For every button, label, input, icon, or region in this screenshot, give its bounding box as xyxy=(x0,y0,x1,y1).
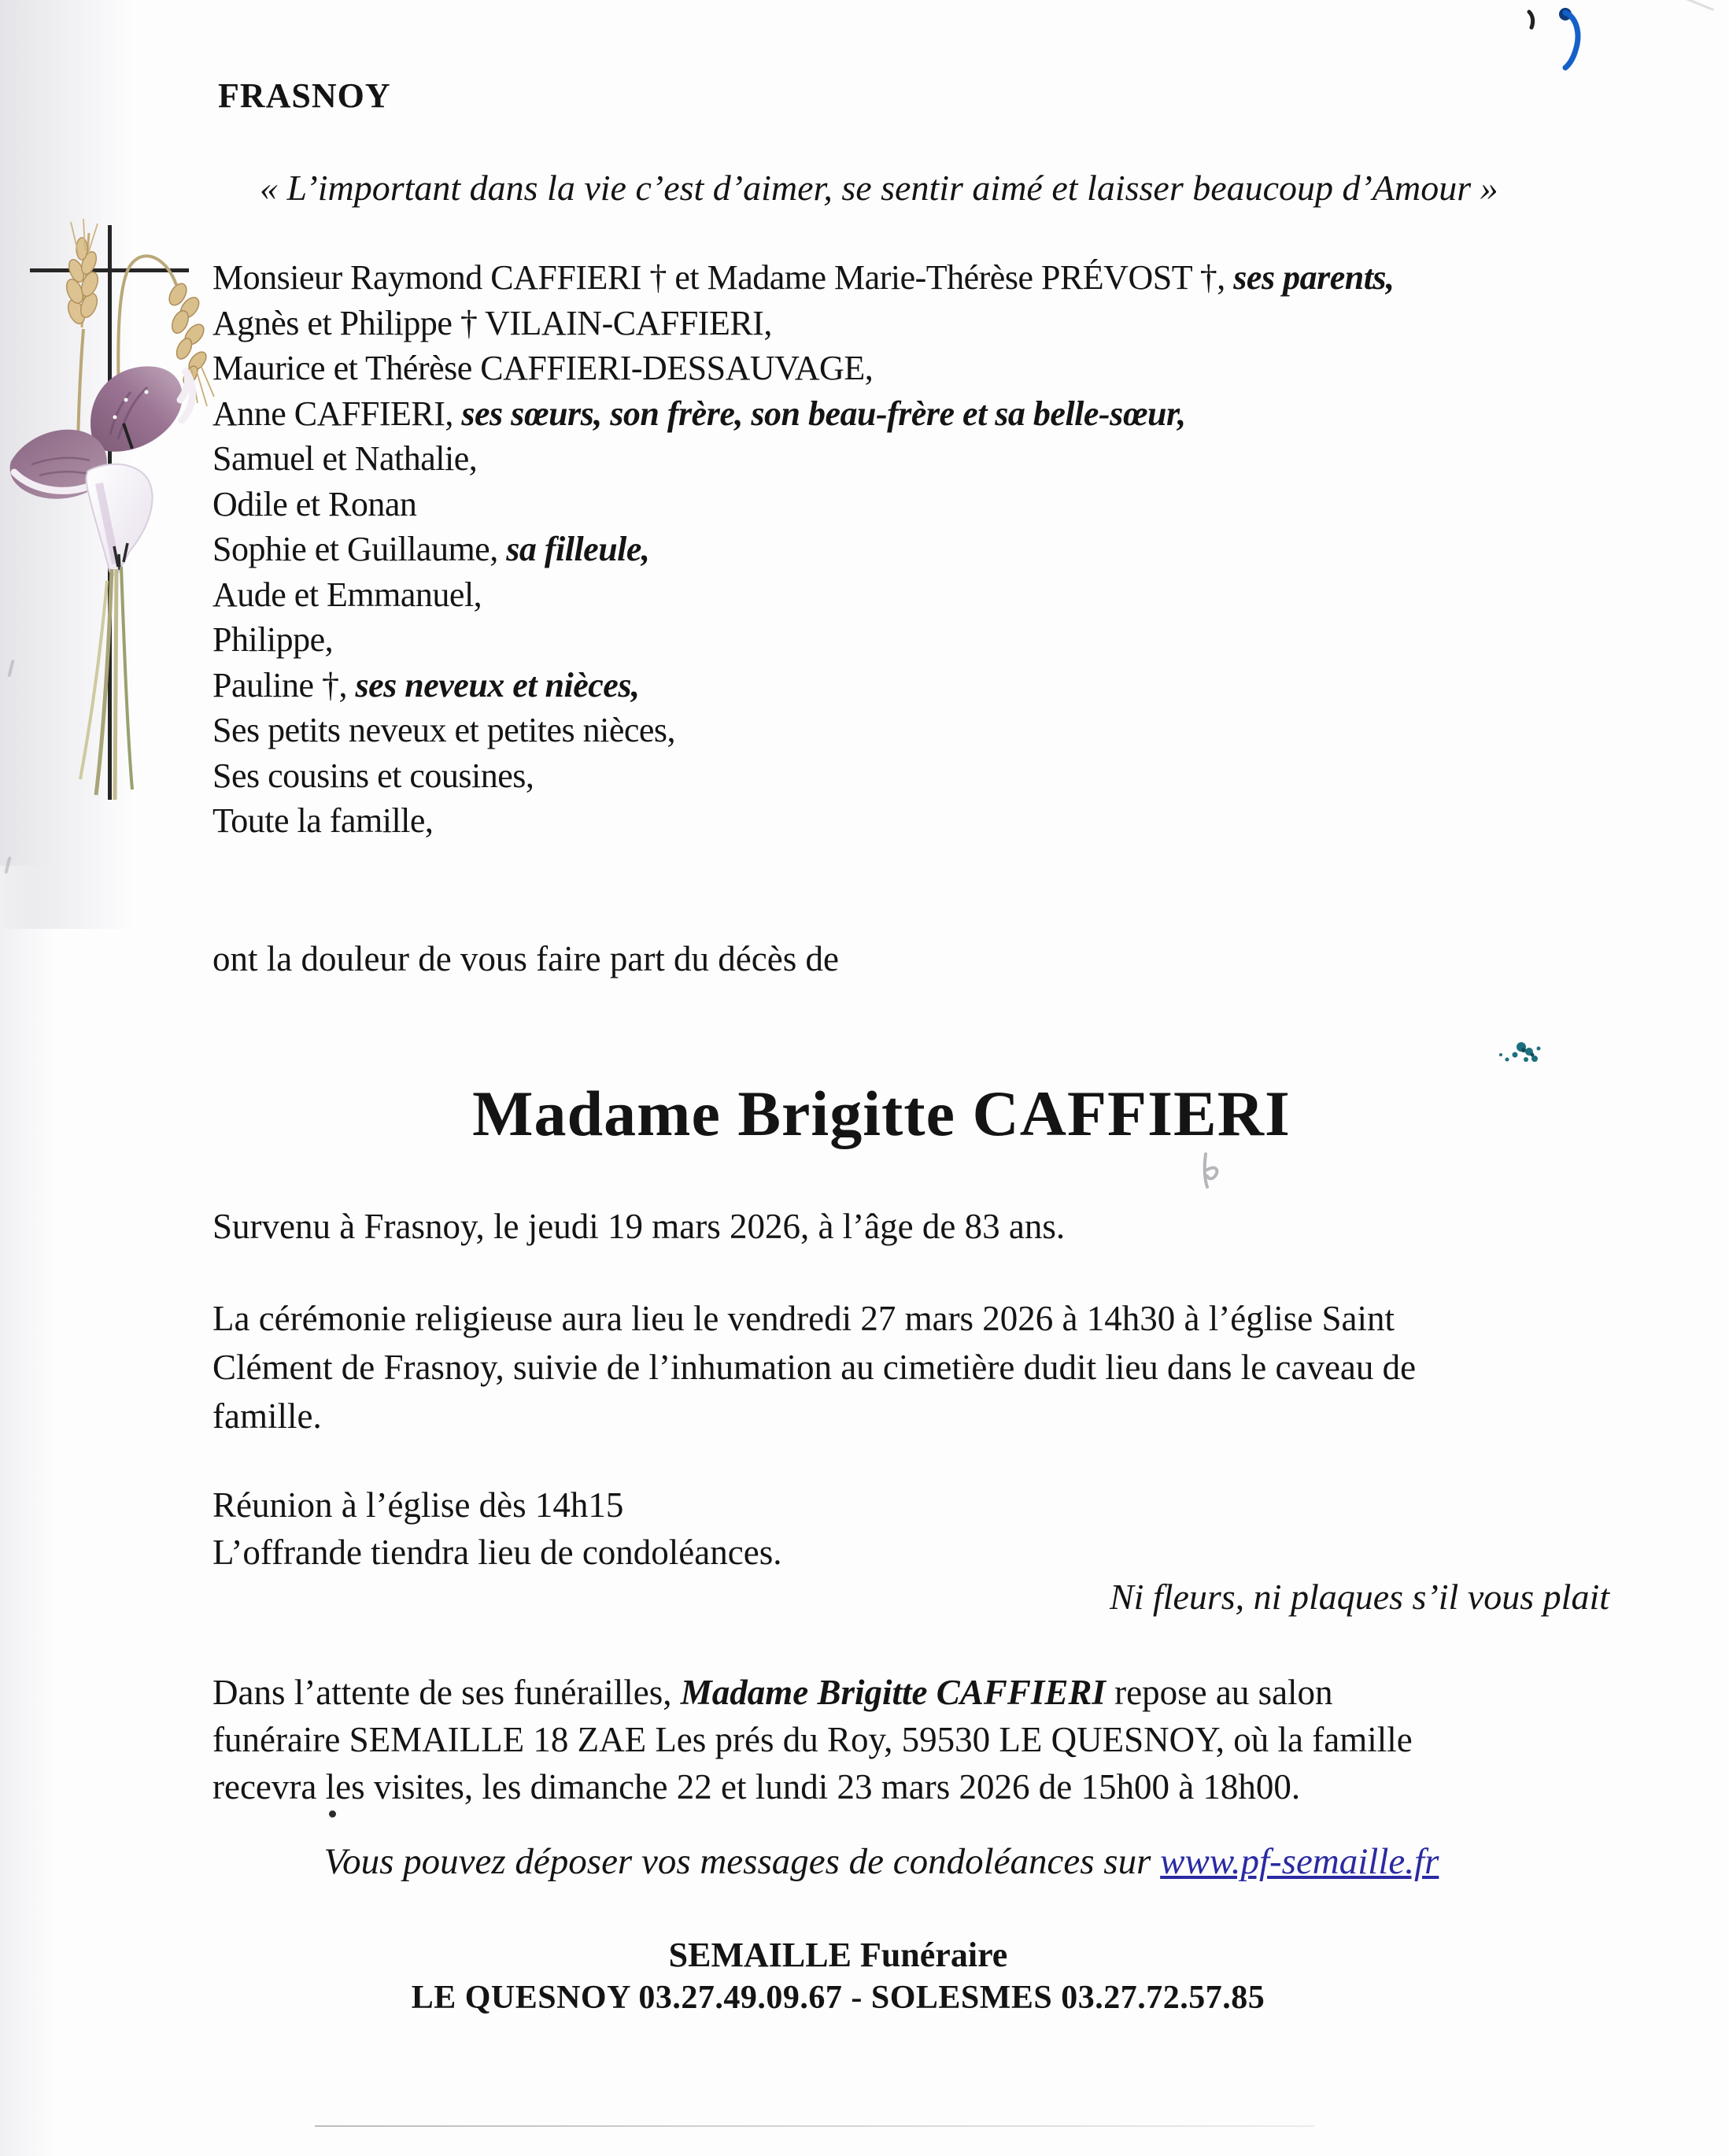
family-line: Ses petits neveux et petites nièces, xyxy=(212,711,676,749)
family-line: Toute la famille, xyxy=(212,801,434,840)
condolences-link[interactable]: www.pf-semaille.fr xyxy=(1160,1841,1439,1882)
funeral-home-name: SEMAILLE Funéraire xyxy=(668,1936,1008,1974)
family-line: Aude et Emmanuel, xyxy=(212,575,482,614)
funeral-home-phones: LE QUESNOY 03.27.49.09.67 - SOLESMES 03.27.72.57.85 xyxy=(411,1980,1265,2016)
family-line: Maurice et Thérèse CAFFIERI-DESSAUVAGE, xyxy=(212,349,874,387)
memorial-quote: « L’important dans la vie c’est d’aimer, se sentir aimé et laisser beaucoup d’Amour » xyxy=(260,168,1498,208)
deceased-name-inline: Madame Brigitte CAFFIERI xyxy=(680,1673,1106,1712)
family-line: Anne CAFFIERI, ses sœurs, son frère, son beau-frère et sa belle-sœur, xyxy=(212,394,1186,433)
flower-stems xyxy=(80,567,132,800)
no-flowers-note: Ni fleurs, ni plaques s’il vous plait xyxy=(1109,1577,1609,1617)
family-line: Pauline †, ses neveux et nièces, xyxy=(212,665,640,704)
offering-line: L’offrande tiendra lieu de condoléances. xyxy=(212,1533,782,1572)
family-line: Monsieur Raymond CAFFIERI † et Madame Marie-Thérèse PRÉVOST †, ses parents, xyxy=(212,258,1395,297)
cross-lilies-wheat-artwork xyxy=(0,211,236,841)
repose-paragraph xyxy=(212,1669,1413,1810)
condolences-line: Vous pouvez déposer vos messages de condoléances sur www.pf-semaille.fr xyxy=(323,1841,1439,1882)
family-line: Odile et Ronan xyxy=(212,484,417,523)
ink-mark-blue xyxy=(1554,5,1594,72)
ceremony-line: La cérémonie religieuse aura lieu le vendredi 27 mars 2026 à 14h30 à l’église Saint xyxy=(212,1299,1395,1338)
ceremony-paragraph xyxy=(212,1294,1416,1440)
family-line: Ses cousins et cousines, xyxy=(212,756,534,795)
scan-edge-shadow-lower xyxy=(0,866,55,2156)
scan-hairline xyxy=(315,2125,1314,2127)
ink-dot-black xyxy=(1525,9,1539,30)
church-meeting-line: Réunion à l’église dès 14h15 xyxy=(212,1485,624,1525)
pencil-mark-gray xyxy=(1196,1151,1225,1192)
ink-blot-teal xyxy=(1491,1033,1546,1071)
family-line: Samuel et Nathalie, xyxy=(212,439,478,478)
announcement-line: ont la douleur de vous faire part du décès de xyxy=(212,939,839,978)
repose-line: Dans l’attente de ses funérailles, Madame Brigitte CAFFIERI repose au salon xyxy=(212,1673,1333,1712)
city-heading: FRASNOY xyxy=(218,76,391,115)
repose-line: funéraire SEMAILLE 18 ZAE Les prés du Roy, 59530 LE QUESNOY, où la famille xyxy=(212,1720,1413,1759)
family-line: Sophie et Guillaume, sa filleule, xyxy=(212,530,650,568)
repose-line: recevra les visites, les dimanche 22 et lundi 23 mars 2026 de 15h00 à 18h00. xyxy=(212,1767,1301,1807)
deceased-name-title: Madame Brigitte CAFFIERI xyxy=(472,1078,1291,1149)
family-list xyxy=(212,255,1395,844)
ceremony-line: famille. xyxy=(212,1396,322,1436)
calla-lilies-icon xyxy=(10,366,193,575)
family-line: Philippe, xyxy=(212,620,334,659)
death-details-line: Survenu à Frasnoy, le jeudi 19 mars 2026, à l’âge de 83 ans. xyxy=(212,1207,1066,1246)
ceremony-line: Clément de Frasnoy, suivie de l’inhumation au cimetière dudit lieu dans le caveau de xyxy=(212,1348,1417,1387)
scan-corner-line xyxy=(1662,0,1714,11)
family-line: Agnès et Philippe † VILAIN-CAFFIERI, xyxy=(212,303,772,342)
ink-dot-black xyxy=(329,1810,336,1818)
